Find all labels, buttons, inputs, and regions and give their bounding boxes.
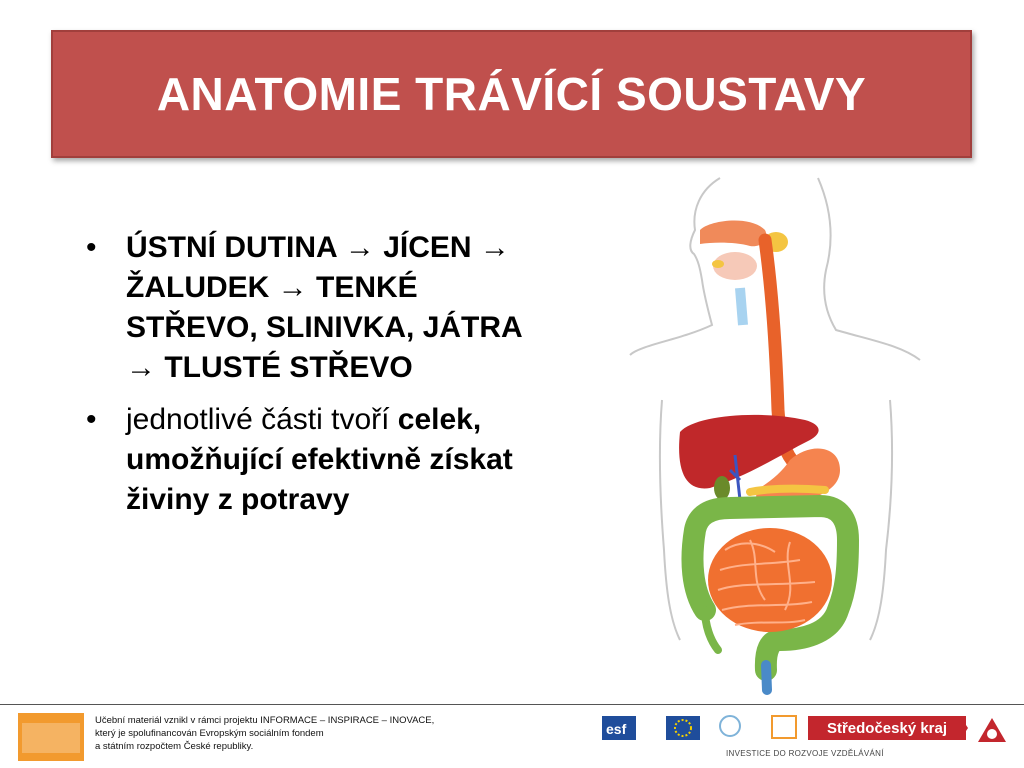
bullet-list	[86, 228, 526, 532]
op-logo	[772, 716, 796, 738]
small-intestine	[708, 528, 832, 632]
svg-text:esf: esf	[606, 721, 627, 737]
footer-line-1: Učební materiál vznikl v rámci projektu INFORMACE – INSPIRACE – INOVACE,	[95, 715, 435, 726]
footer-divider	[0, 704, 1024, 705]
digestive-system-illustration	[600, 170, 940, 700]
bullet-text-normal: jednotlivé části tvoří	[126, 403, 390, 436]
eu-flag-icon	[666, 716, 700, 740]
jesenice-logo	[978, 718, 1006, 742]
bullet-text-bold: ÚSTNÍ DUTINA → JÍCEN → ŽALUDEK → TENKÉ STŘEVO, SLINIVKA, JÁTRA → TLUSTÉ STŘEVO	[126, 231, 522, 384]
footer-text	[95, 714, 515, 753]
bullet-text-bold: celek, umožňující efektivně získat živiny z potravy	[126, 403, 513, 516]
oral-cavity	[700, 221, 766, 247]
footer-line-2: který je spolufinancován Evropským sociálním fondem	[95, 728, 324, 739]
bullet-item	[86, 400, 526, 520]
bullet-item	[86, 228, 526, 388]
title-banner	[51, 30, 972, 158]
slide-title: ANATOMIE TRÁVÍCÍ SOUSTAVY	[156, 68, 867, 120]
pancreas	[750, 489, 825, 492]
footer-line-3: a státním rozpočtem České republiky.	[95, 741, 254, 752]
gallbladder	[714, 476, 730, 500]
esf-logo	[602, 716, 636, 740]
bullet-dot-icon: •	[86, 403, 97, 436]
region-label: Středočeský kraj	[808, 716, 966, 740]
project-logo	[18, 713, 84, 761]
trachea	[740, 288, 743, 325]
investice-label: INVESTICE DO ROZVOJE VZDĚLÁVÁNÍ	[726, 749, 884, 758]
msmt-logo	[720, 716, 740, 736]
bullet-dot-icon: •	[86, 231, 97, 264]
rectum	[766, 665, 767, 690]
salivary-gland	[712, 260, 724, 268]
